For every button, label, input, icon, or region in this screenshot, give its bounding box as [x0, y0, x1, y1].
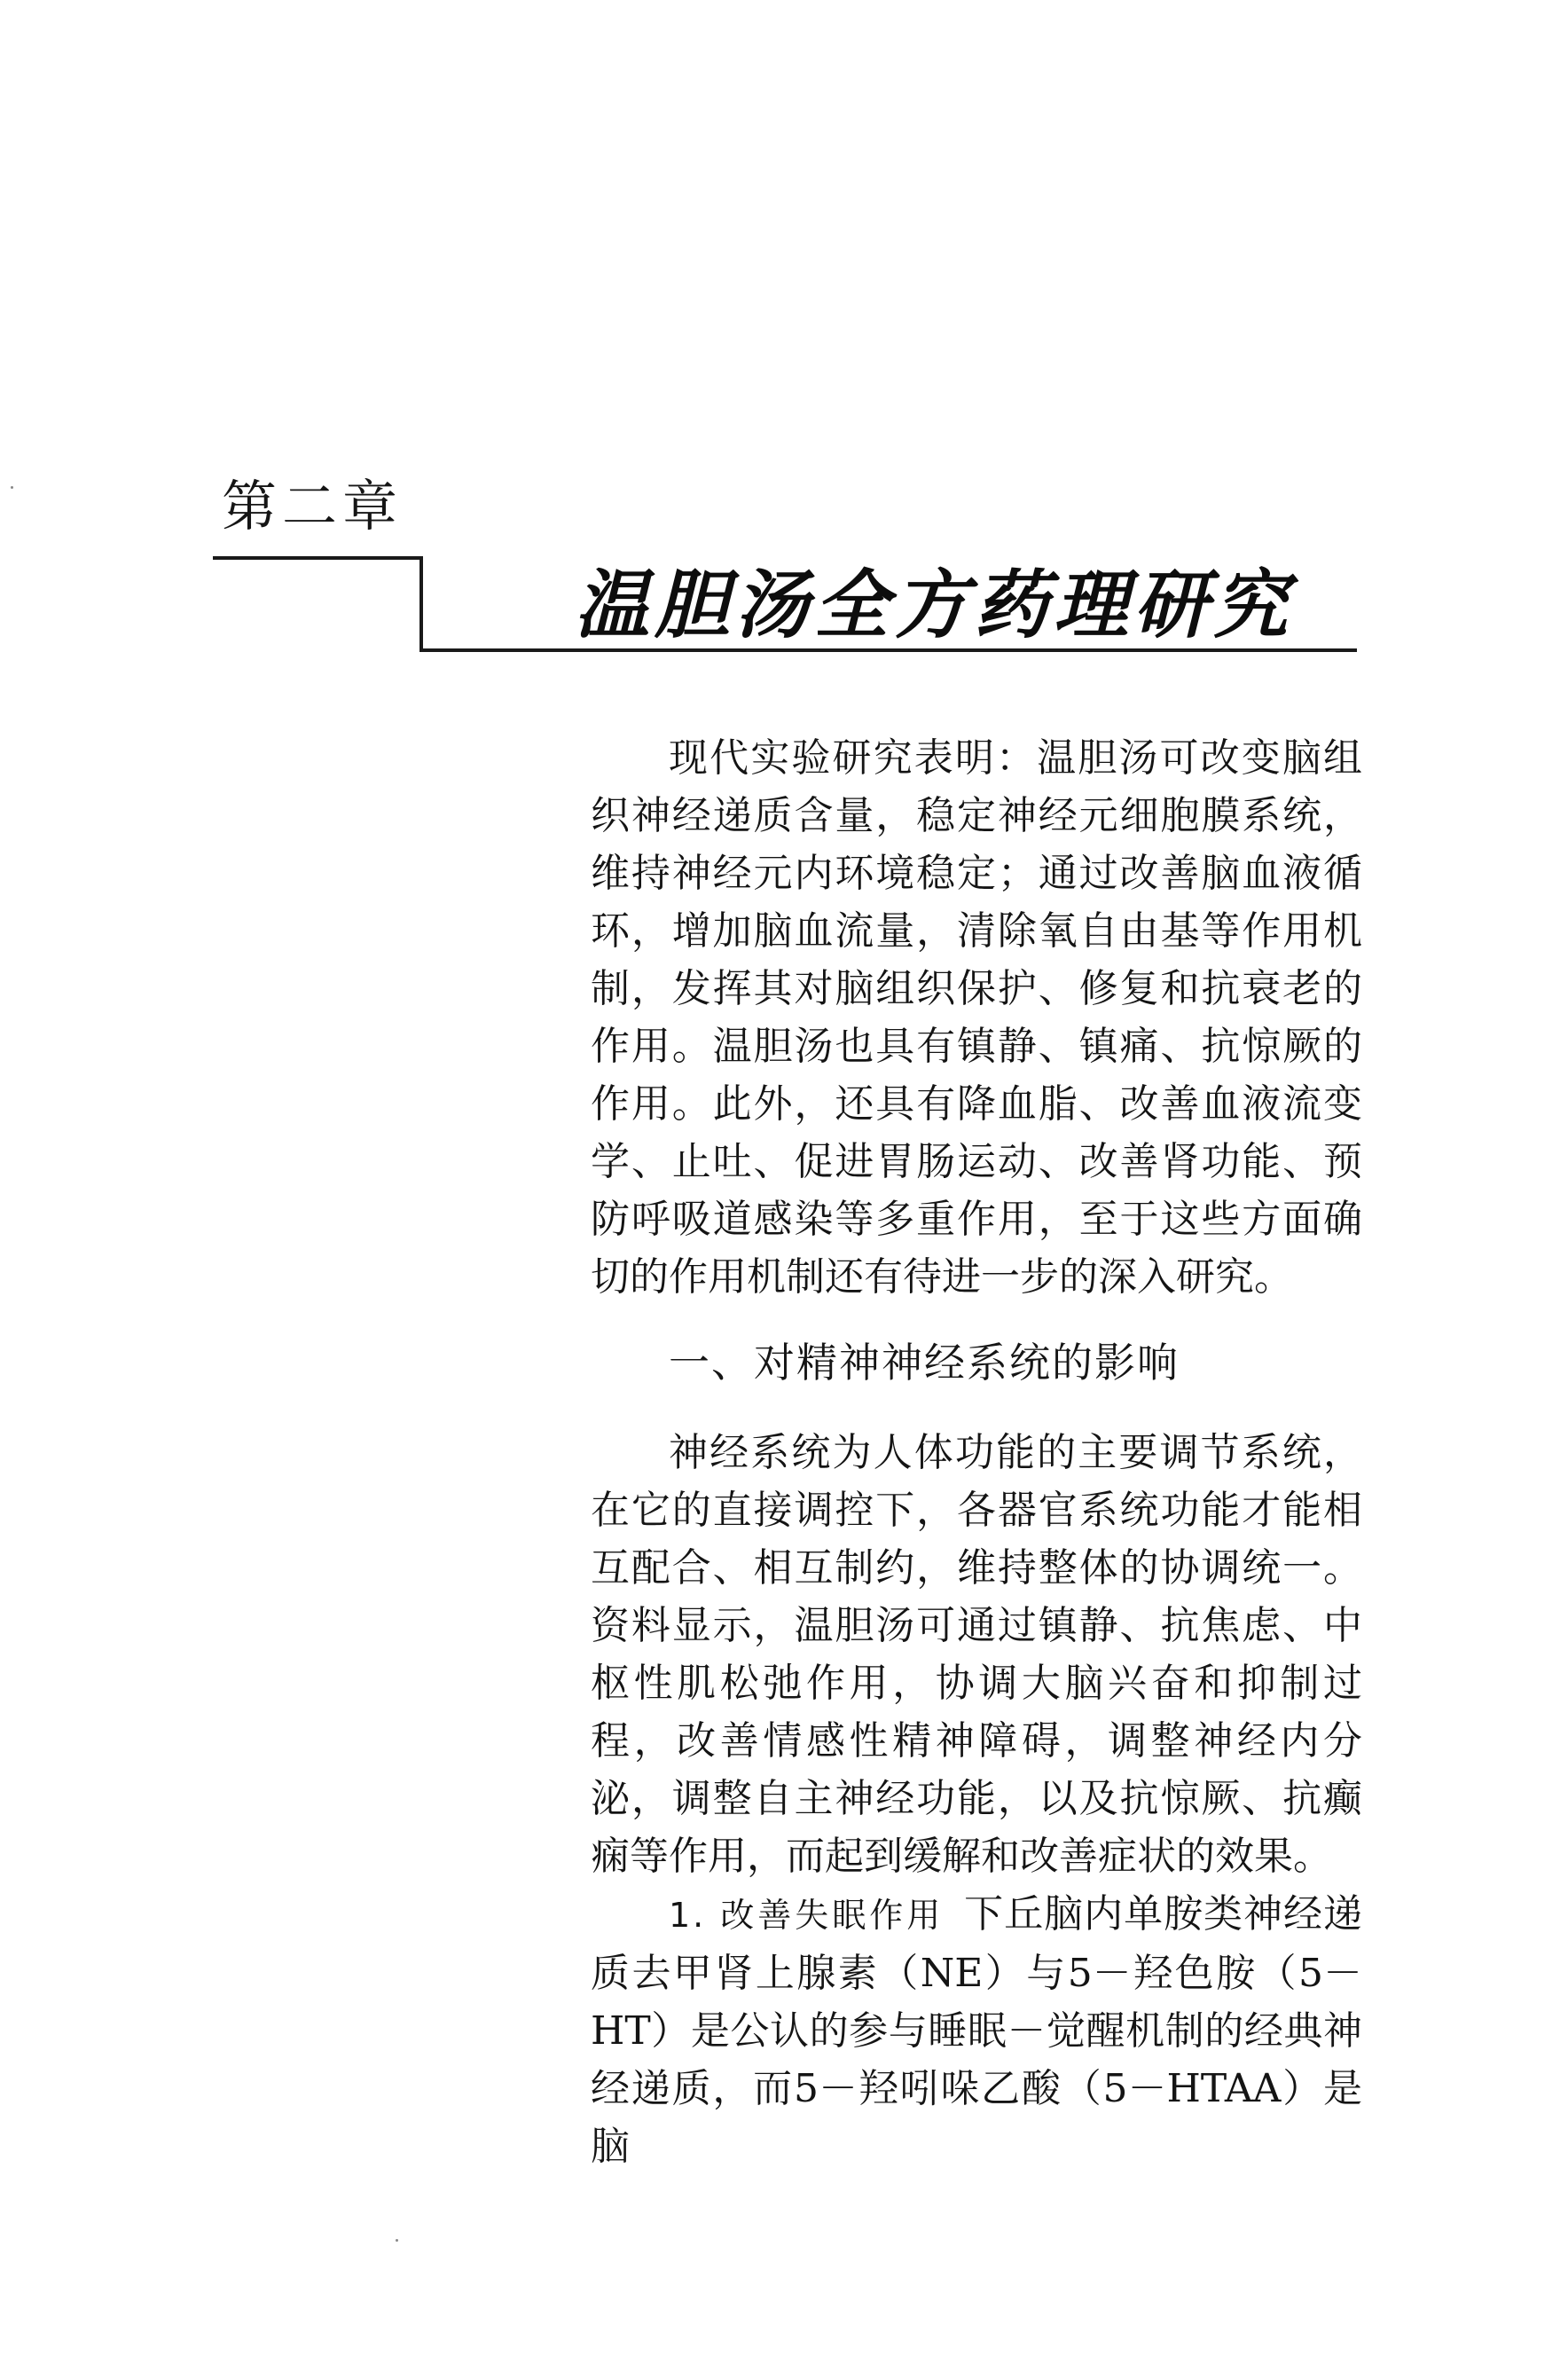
margin-dot	[11, 486, 13, 489]
margin-dot	[396, 2239, 398, 2242]
chapter-rule-short	[213, 556, 422, 560]
item-paragraph	[591, 1885, 1362, 2175]
section-paragraph: 神经系统为人体功能的主要调节系统，在它的直接调控下，各器官系统功能才能相互配合、相互制约，维持整体的协调统一。资料显示，温胆汤可通过镇静、抗焦虑、中枢性肌松弛作用，协调大脑兴奋和抑制过程，改善情感性精神障碍，调整神经内分泌，调整自主神经功能，以及抗惊厥、抗癫痫等作用，而起到缓解和改善症状的效果。	[591, 1430, 1362, 1879]
chapter-rule-vertical	[419, 556, 423, 652]
item-text: 下丘脑内单胺类神经递质去甲肾上腺素（NE）与5－羟色胺（5－HT）是公认的参与睡眠－觉醒机制的经典神经递质，而5－羟吲哚乙酸（5－HTAA）是脑	[591, 1891, 1363, 2169]
section-heading: 一、对精神神经系统的影响	[669, 1339, 1180, 1387]
intro-paragraph: 现代实验研究表明：温胆汤可改变脑组织神经递质含量，稳定神经元细胞膜系统，维持神经元内环境稳定；通过改善脑血液循环，增加脑血流量，清除氧自由基等作用机制，发挥其对脑组织保护、修复和抗衰老的作用。温胆汤也具有镇静、镇痛、抗惊厥的作用。此外，还具有降血脂、改善血液流变学、止吐、促进胃肠运动、改善肾功能、预防呼吸道感染等多重作用，至于这些方面确切的作用机制还有待进一步的深入研究。	[591, 735, 1362, 1300]
item-title: 1. 改善失眠作用	[669, 1896, 945, 1935]
chapter-title: 温胆汤全方药理研究	[575, 562, 1294, 648]
chapter-label: 第二章	[222, 474, 404, 538]
chapter-rule-long	[419, 648, 1357, 652]
